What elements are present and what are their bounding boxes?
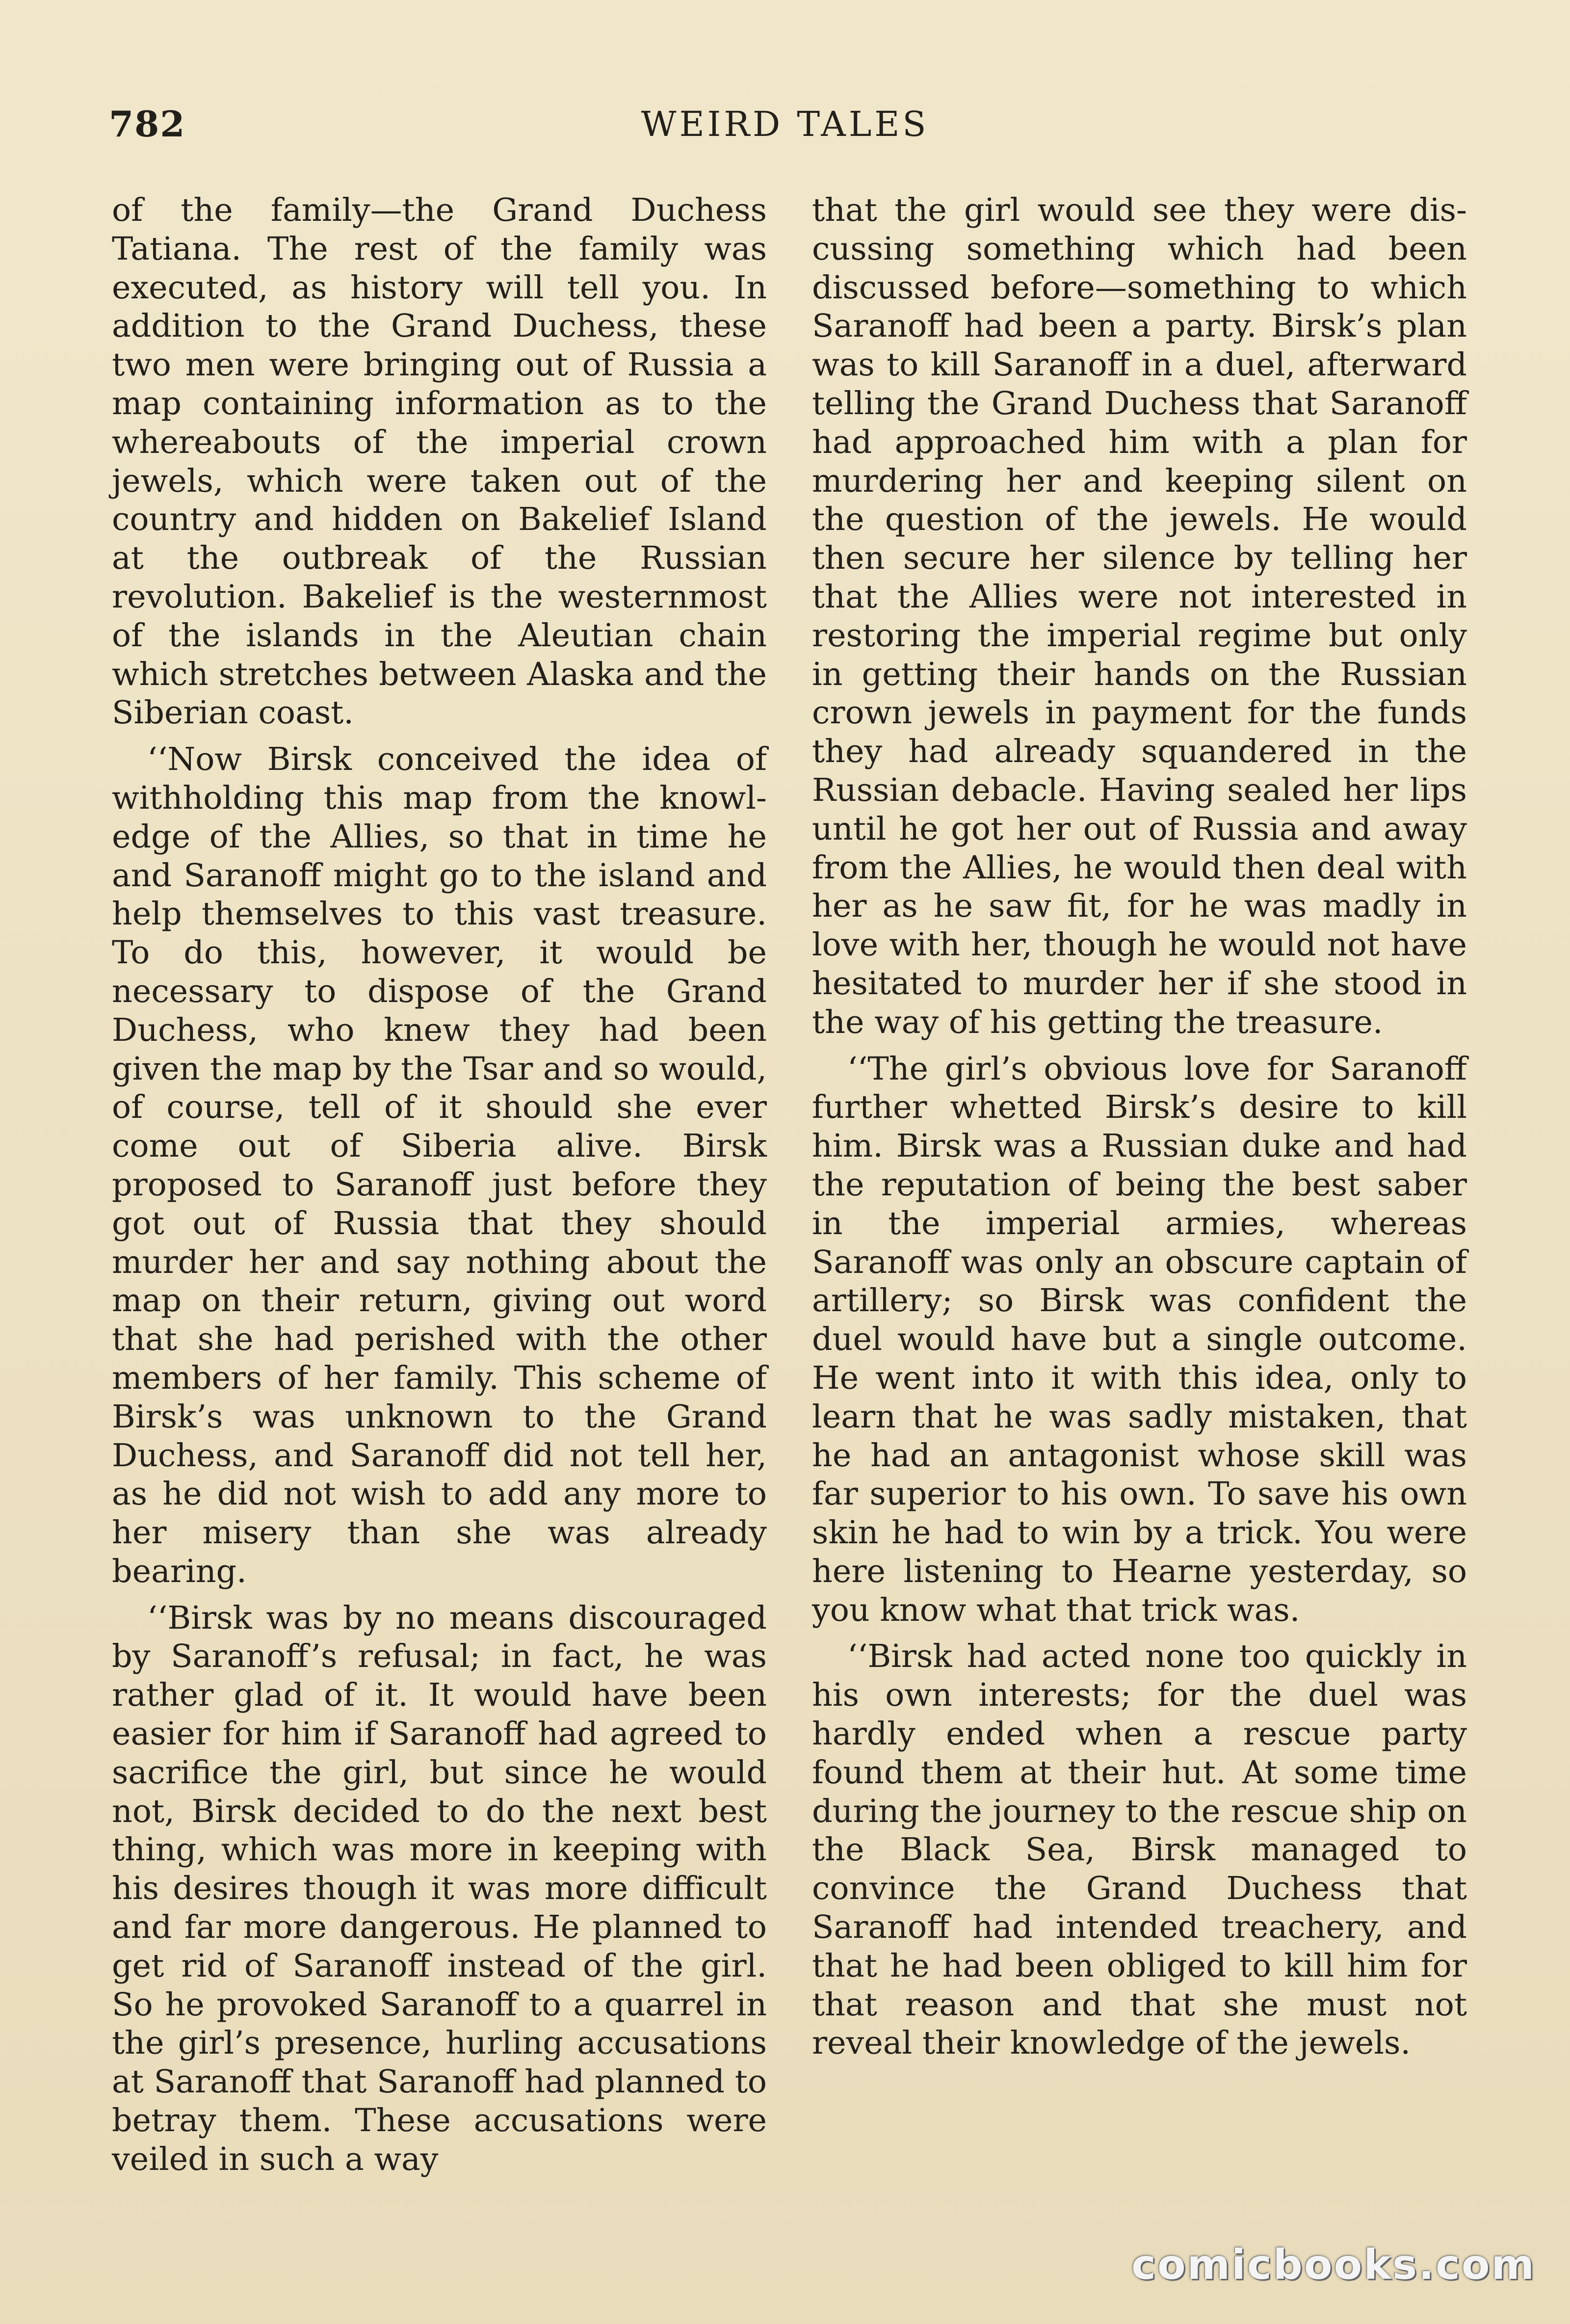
paragraph: of the family—the Grand Duchess Tatiana. The rest of the family was executed, as history will tell you. In addition to the Grand Duchess, these two men were bringing out of Russia a map containing information as to the whereabouts of the imperial crown jewels, which were taken out of the country and hidden on Bakelief Island at the outbreak of the Russian revolution. Bakelief is the westernmost of the islands in the Aleutian chain which stretches between Alaska and the Siberian coast. [112, 192, 767, 732]
paragraph: ‘‘Birsk was by no means discouraged by Saranoff’s refusal; in fact, he was rather glad of it. It would have been easier for him if Saranoff had agreed to sacrifice the girl, but since he would not, Birsk decided to do the next best thing, which was more in keeping with his desires though it was more difficult and far more dangerous. He planned to get rid of Saranoff instead of the girl. So he provoked Saranoff to a quarrel in the girl’s presence, hurling accusations at Saranoff that Saranoff had planned to betray them. These accusations were veiled in such a way [112, 1599, 767, 2178]
paragraph: ‘‘Now Birsk conceived the idea of withholding this map from the knowledge of the Allies, so that in time he and Saranoff might go to the island and help themselves to this vast treasure. To do this, however, it would be necessary to dispose of the Grand Duchess, who knew they had been given the map by the Tsar and so would, of course, tell of it should she ever come out of Siberia alive. Birsk proposed to Saranoff just before they got out of Russia that they should murder her and say nothing about the map on their return, giving out word that she had perished with the other members of her family. This scheme of Birsk’s was unknown to the Grand Duchess, and Saranoff did not tell her, as he did not wish to add any more to her misery than she was already bearing. [112, 741, 767, 1590]
page-number: 782 [109, 103, 186, 145]
paragraph: ‘‘Birsk had acted none too quickly in his own interests; for the duel was hardly ended when a rescue party found them at their hut. At some time during the journey to the rescue ship on the Black Sea, Birsk managed to convince the Grand Duchess that Saranoff had intended treachery, and that he had been obliged to kill him for that reason and that she must not reveal their knowledge of the jewels. [812, 1638, 1467, 2062]
paragraph: that the girl would see they were discussing something which had been discussed before—something to which Saranoff had been a party. Birsk’s plan was to kill Saranoff in a duel, afterward telling the Grand Duchess that Saranoff had approached him with a plan for murdering her and keeping silent on the question of the jewels. He would then secure her silence by telling her that the Allies were not interested in restoring the imperial regime but only in getting their hands on the Russian crown jewels in payment for the funds they had already squandered in the Russian debacle. Having sealed her lips until he got her out of Russia and away from the Allies, he would then deal with her as he saw fit, for he was madly in love with her, though he would not have hesitated to murder her if she stood in the way of his getting the treasure. [812, 192, 1467, 1041]
paragraph: ‘‘The girl’s obvious love for Saranoff further whetted Birsk’s desire to kill him. Birsk was a Russian duke and had the reputation of being the best saber in the imperial armies, whereas Saranoff was only an obscure captain of artillery; so Birsk was confident the duel would have but a single outcome. He went into it with this idea, only to learn that he was sadly mistaken, that he had an antagonist whose skill was far superior to his own. To save his own skin he had to win by a trick. You were here listening to Hearne yesterday, so you know what that trick was. [812, 1050, 1467, 1629]
running-title: WEIRD TALES [641, 104, 929, 144]
right-column [812, 191, 1467, 2063]
left-column [112, 191, 767, 2179]
site-watermark: comicbooks.com [1131, 2241, 1536, 2289]
